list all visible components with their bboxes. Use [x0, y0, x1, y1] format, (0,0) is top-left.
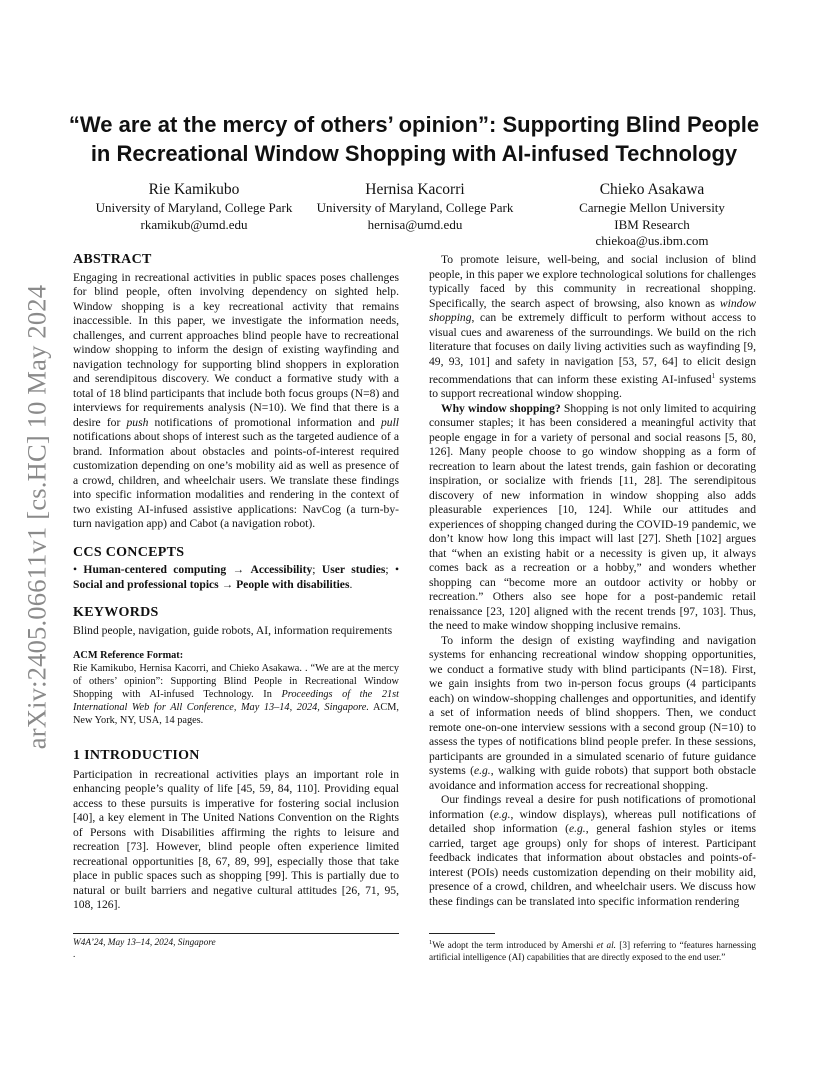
author-affiliation: University of Maryland, College Park: [95, 200, 293, 215]
author-email: chiekoa@us.ibm.com: [595, 233, 709, 248]
author-email: hernisa@umd.edu: [367, 216, 463, 232]
abstract-text: Engaging in recreational activities in public spaces poses challenges for blind people, often involving dependency on sighted help. Window shopping is a key recreational activity that remains inaccessible. In this paper, we investigate the information needs, challenges, and current approaches blind people have to recreational window shopping to inform the design of existing wayfinding and navigation technology for supporting blind shoppers in exploration and serendipitous discovery. We conduct a formative study with a total of 18 blind participants that include both focus groups (N=8) and interviews for requirements analysis (N=10). We find that there is a desire for push notifications of promotional information and pull notifications about shops of interest such as the targeted audience of a brand. Information about obstacles and points-of-interest required customization depending on one’s mobility aid as well as presence of a crowd, children, and wheelchair users. We translate these findings into specific information modalities and rendering in the context of two existing AI-infused assistive applications: NavCog (a turn-by-turn navigation app) and Cabot (a navigation robot).: [73, 270, 400, 530]
footer-rule: [73, 933, 399, 934]
acm-reference: ACM Reference Format: Rie Kamikubo, Hernisa Kacorri, and Chieko Asakawa. . “We are at the mercy of others’ opinion”: Supporting Blind People in Recreational Window Shopping with AI-infused Technology. In Proceedings of the 21st International Web for All Conference, May 13–14, 2024, Singapore. ACM, New York, NY, USA, 14 pages.: [73, 650, 399, 726]
author-name: Hernisa Kacorri: [365, 181, 465, 198]
author-affiliation: University of Maryland, College Park: [316, 200, 514, 215]
author-name: Chieko Asakawa: [599, 181, 705, 198]
arxiv-id: arXiv:2405.06611v1 [cs.HC] 10 May 2024: [21, 284, 52, 750]
acm-reference-heading: ACM Reference Format:: [73, 650, 184, 661]
author-affiliation-2: IBM Research: [614, 216, 690, 232]
author-block-1: [80, 179, 308, 233]
introduction-heading: 1 INTRODUCTION: [73, 748, 200, 764]
author-email: rkamikub@umd.edu: [140, 216, 248, 232]
abstract-heading: ABSTRACT: [73, 252, 152, 267]
paragraph: Why window shopping? Shopping is not only limited to acquiring consumer staples; it has been considered a meaningful activity that people engage in for a variety of personal and social reasons [5, 80, 126]. Many people choose to go window shopping as a form of recreation to learn about the latest trends, gain fashion or decorating inspiration, or socialize with friends [11, 28]. The serendipitous discovery of new information in window shopping also adds pleasurable experiences [10, 124]. While our attitudes and experiences of shopping changed during the COVID-19 pandemic, we don’t know how long this impact will last [27]. Sheth [102] argues that “when an existing habit or a necessity is given up, it always comes back as a recreation or a hobby,” and wonders whether shopping can “become more an outdoor activity or hobby or recreation.” Others also see hope for a post-pandemic retail renaissance [23, 120] aligned with the recent trends [97, 103]. Thus, the need to make window shopping inclusive remains.: [429, 401, 757, 633]
keywords-heading: KEYWORDS: [73, 605, 159, 620]
ccs-heading: CCS CONCEPTS: [73, 544, 185, 560]
author-name: Rie Kamikubo: [148, 181, 240, 198]
paragraph: To inform the design of existing wayfinding and navigation systems for enhancing recreational window shopping opportunities, we conduct a formative study with blind participants (N=18). First, we gain insights from two in-person focus groups (4 participants each) on window-shopping challenges and opportunities, and identify a set of information needs of blind shoppers. Then, we conduct remote one-on-one interview sessions with a second group (N=10) to assess the types of notifications blind people prefer. In these sessions, participants are grounded in a simulated scenario of future guidance systems (e.g., walking with guide robots) that support both obstacle avoidance and information access for recreational shopping.: [429, 633, 756, 792]
footer-dot: .: [73, 950, 76, 960]
author-affiliation: Carnegie Mellon University: [579, 200, 725, 215]
author-block-3: [538, 179, 766, 250]
ccs-text: • Human-centered computing → Accessibility; User studies; • Social and professional topics → People with disabilities.: [73, 563, 400, 591]
paragraph: To promote leisure, well-being, and social inclusion of blind people, in this paper we explore technological solutions for challenges typically faced by this community in recreational shopping. Specifically, the search aspect of browsing, also known as window shopping, can be extremely difficult to perform without access to visual cues and awareness of the surroundings. We build on the rich literature that focuses on daily living activities such as wayfinding [9, 49, 93, 101] and safety in navigation [53, 57, 64] to elicit design recommendations that can inform these existing AI-infused$^1$ systems to support recreational window shopping.: [429, 253, 756, 401]
keywords-text: Blind people, navigation, guide robots, AI, information requirements: [73, 623, 393, 637]
introduction-text: Participation in recreational activities plays an important role in enhancing people’s quality of life [45, 59, 84, 110]. Providing equal access to these pursuits is imperative for fostering social inclusion [40], a key element in The United Nations Convention on the Rights of Persons with Disabilities affirming the rights to leisure and recreation [73]. However, blind people often experience limited recreational opportunities [8, 67, 89, 99], especially those that take place in public spaces such as shopping [99]. This is partially due to natural or built barriers and negative cultural attitudes [26, 71, 95, 108, 126].: [73, 767, 399, 912]
arxiv-watermark: [22, 272, 52, 762]
footnote-rule: [429, 933, 495, 934]
author-block-2: [301, 179, 529, 233]
paper-title: [60, 110, 768, 168]
title-line-1: “We are at the mercy of others’ opinion”: Supporting Blind People: [68, 112, 760, 137]
paragraph: Our findings reveal a desire for push notifications of promotional information (e.g., window displays), whereas pull notifications of detailed shop information (e.g., general fashion styles or items carried, target age groups) only for shops of interest. Participant feedback indicates that information about obstacles and points-of-interest (POIs) needs customization depending on their mobility aid, presence of a crowd, children, and wheelchair users. We discuss how these findings can be translated into specific information rendering: [429, 793, 756, 908]
left-column: [73, 253, 399, 913]
footer-venue: W4A’24, May 13–14, 2024, Singapore: [73, 938, 216, 948]
right-column: [429, 253, 756, 909]
title-line-2: in Recreational Window Shopping with AI-infused Technology: [90, 141, 738, 166]
footnote: $^1$We adopt the term introduced by Amershi et al. [3] referring to “features harnessing artificial intelligence (AI) capabilities that are directly exposed to the end user.”: [429, 939, 756, 963]
